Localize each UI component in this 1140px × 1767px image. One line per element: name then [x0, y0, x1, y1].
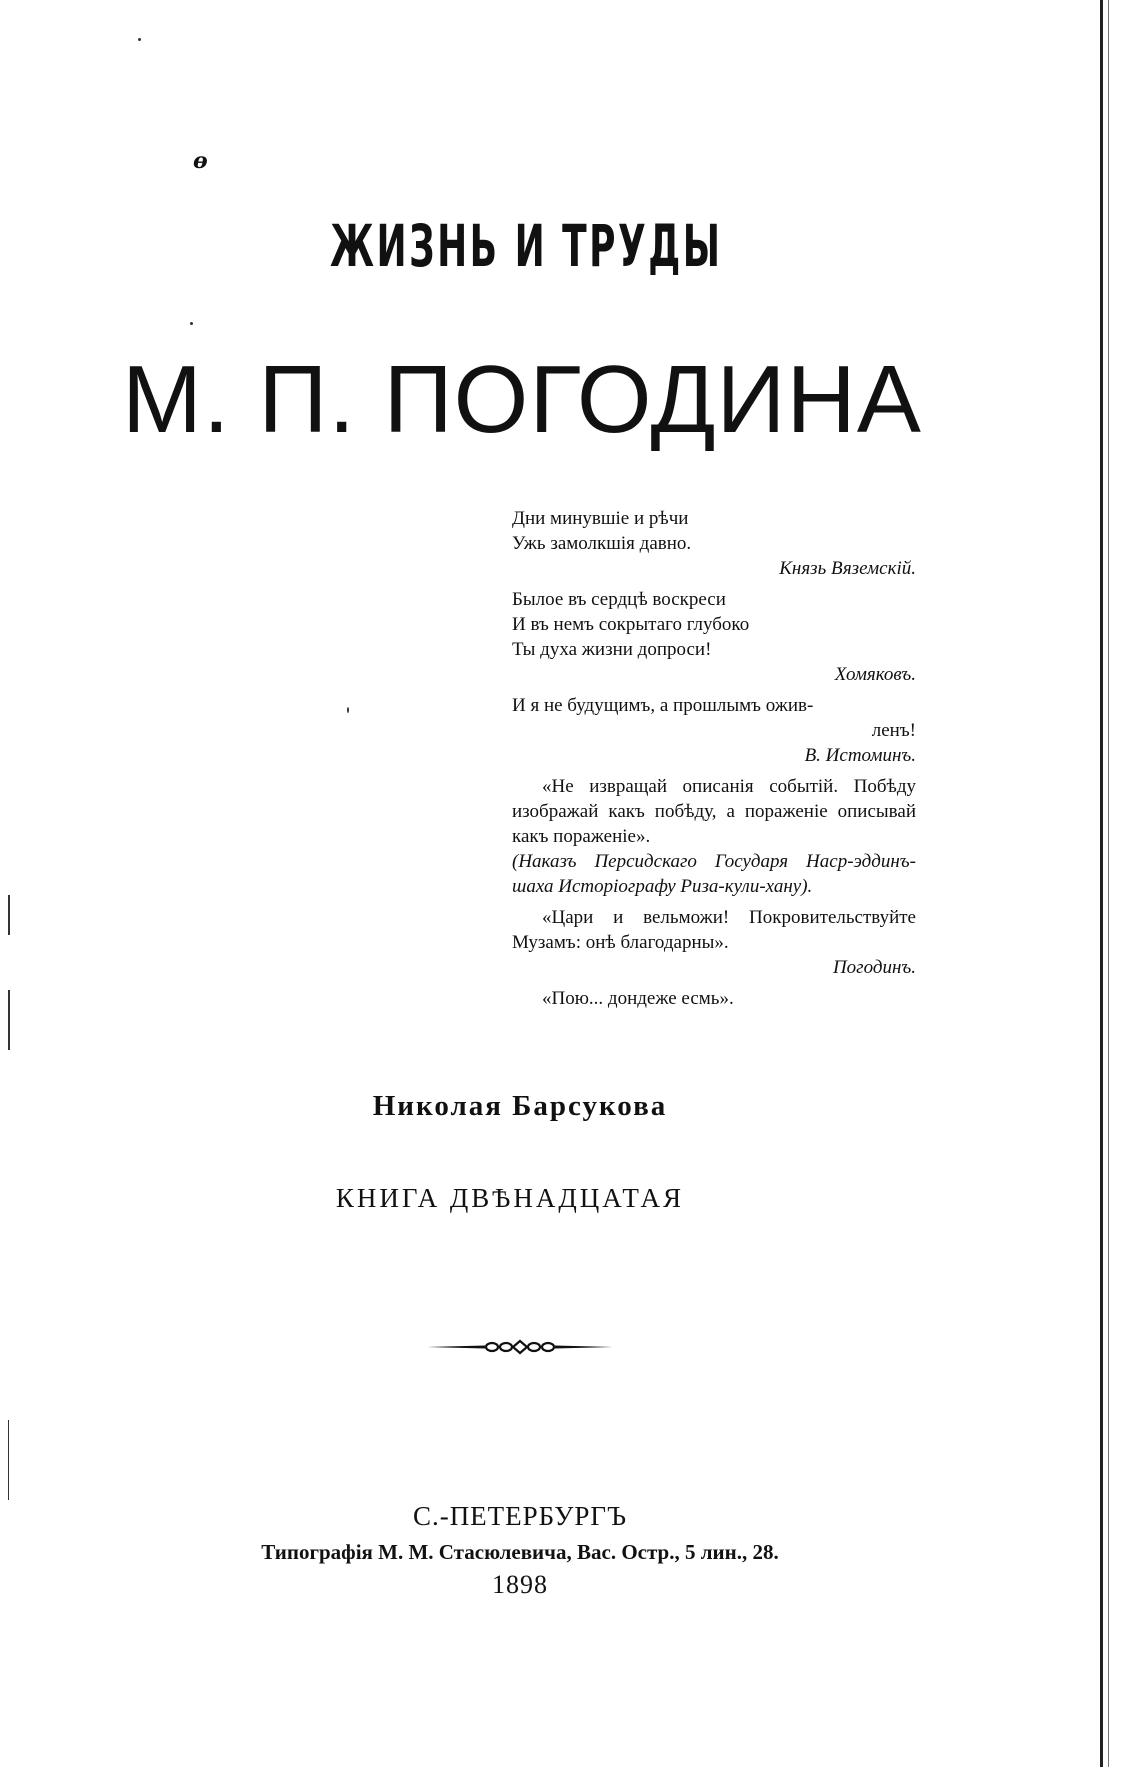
epigraph-quote: «Пою... дондеже есмь».: [542, 988, 734, 1009]
epigraph-pogodin: [512, 905, 916, 980]
epigraph-poyu: [512, 986, 916, 1011]
ornament-divider-icon: [425, 1332, 615, 1362]
epigraph-line: Ты духа жизни допроси!: [512, 639, 712, 660]
scan-speck: [138, 38, 141, 41]
scan-edge-right: [1100, 0, 1103, 1767]
imprint-year: 1898: [492, 1570, 548, 1599]
epigraph-line: Былое въ сердцѣ воскреси: [512, 589, 726, 610]
epigraphs: [512, 506, 916, 1017]
scan-speck: [347, 707, 349, 713]
epigraph-quote: «Не извращай описанія событій. Побѣду изображай какъ побѣду, а пораженіе описывай какъ пораженіе».: [512, 776, 916, 847]
corner-mark: ɵ: [193, 148, 208, 174]
epigraph-line: Ужь замолкшія давно.: [512, 533, 692, 554]
imprint-city: С.-ПЕТЕРБУРГЪ: [412, 1501, 628, 1531]
scan-speck: [190, 322, 193, 325]
epigraph-author: В. Истоминъ.: [804, 745, 916, 766]
epigraph-author: Погодинъ.: [832, 957, 916, 978]
epigraph-line: И въ немъ сокрытаго глубоко: [512, 614, 750, 635]
epigraph-line: И я не будущимъ, а прошлымъ ожив-: [512, 695, 814, 716]
title-top: ЖИЗНЬ И ТРУДЫ: [330, 212, 723, 280]
epigraph-source: (Наказъ Персидскаго Государя Наср-эддинъ-шаха Исторіографу Риза-кули-хану).: [512, 851, 916, 897]
page-title: М. П. ПОГОДИНА: [122, 346, 922, 453]
epigraph-vyazemsky: [512, 506, 916, 581]
scan-edge-left-mark: [8, 1420, 9, 1500]
epigraph-quote: «Цари и вельможи! Покровительствуйте Музамъ: онѣ благодарны».: [512, 907, 916, 953]
epigraph-author: Князь Вяземскій.: [779, 558, 916, 579]
epigraph-line: Дни минувшіе и рѣчи: [512, 508, 689, 529]
epigraph-khomyakov: [512, 587, 916, 687]
epigraph-author: Хомяковъ.: [834, 664, 916, 685]
epigraph-istomin: [512, 693, 916, 768]
scan-edge-right-inner: [1108, 0, 1109, 1767]
author-name: Николая Барсукова: [372, 1090, 668, 1122]
imprint-printer: Типографія М. М. Стасюлевича, Вас. Остр., 5 лин., 28.: [261, 1540, 779, 1564]
book-number: КНИГА ДВѢНАДЦАТАЯ: [335, 1183, 685, 1213]
scan-edge-left-mark: [8, 895, 10, 935]
epigraph-nasreddin: [512, 774, 916, 899]
epigraph-line: ленъ!: [871, 720, 916, 741]
scan-edge-left-mark: [8, 990, 10, 1050]
